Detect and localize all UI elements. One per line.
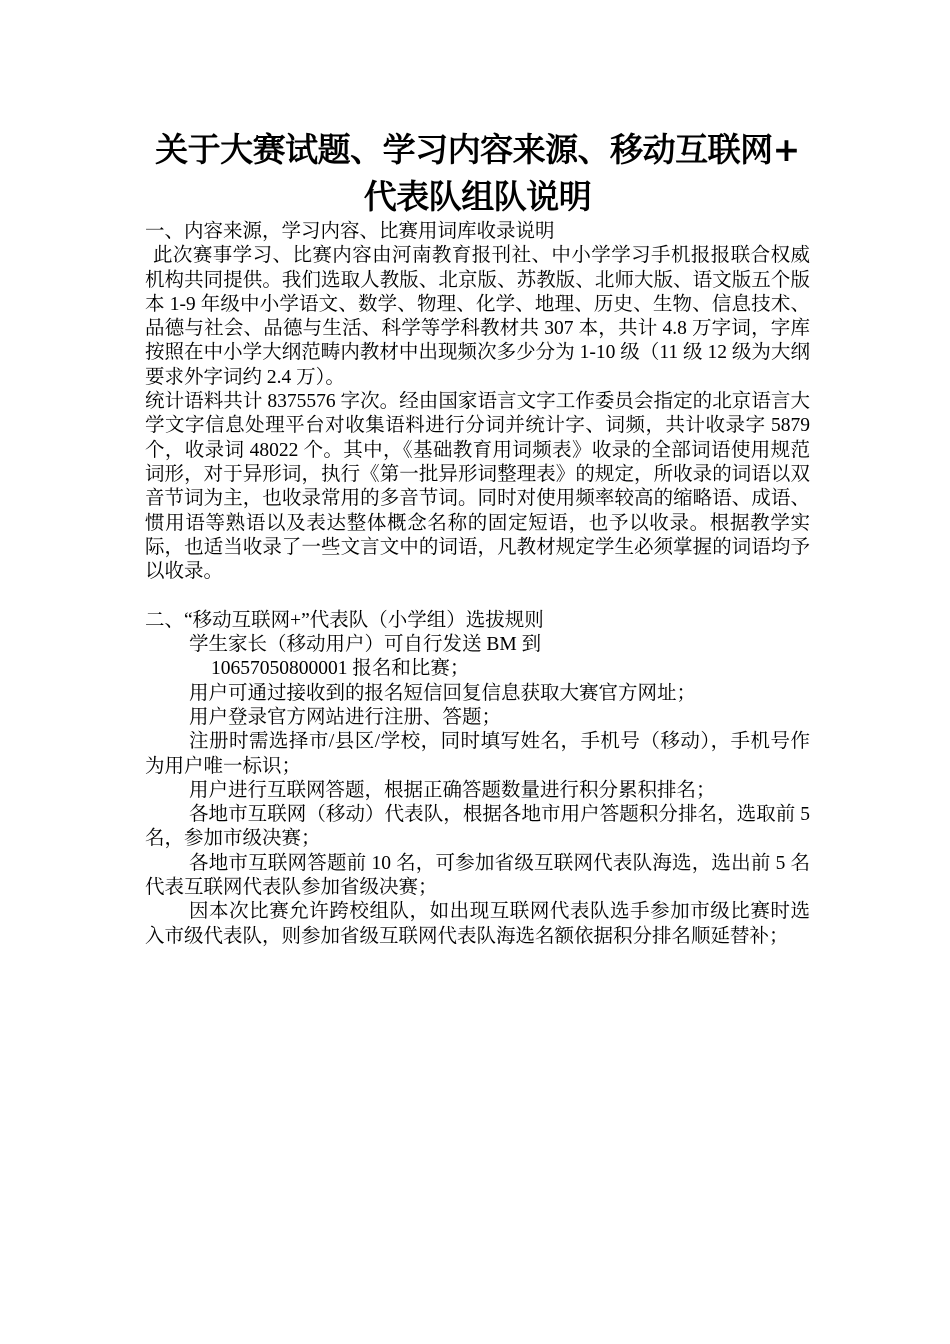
- blank-line: [145, 584, 810, 608]
- section-1-paragraph-2: 统计语料共计 8375576 字次。经由国家语言文字工作委员会指定的北京语言大学文字信息处理平台对收集语料进行分词并统计字、词频，共计收录字 5879 个，收录词 48022 个。其中，《基础教育用词频表》收录的全部词语使用规范词形，对于异形词，执行《第一批异形词整理表》的规定，所收录的词语以双音节词为主，也收录常用的多音节词。同时对使用频率较高的缩略语、成语、惯用语等熟语以及表达整体概念名称的固定短语，也予以收录。根据教学实际，也适当收录了一些文言文中的词语，凡教材规定学生必须掌握的词语均予以收录。: [145, 391, 810, 583]
- document-title: [145, 126, 810, 220]
- rule-item-6: 各地市互联网（移动）代表队，根据各地市用户答题积分排名，选取前 5 名，参加市级决赛；: [145, 804, 810, 850]
- section-1-paragraph-1: 此次赛事学习、比赛内容由河南教育报刊社、中小学学习手机报报联合权威机构共同提供。我们选取人教版、北京版、苏教版、北师大版、语文版五个版本 1-9 年级中小学语文、数学、物理、化学、地理、历史、生物、信息技术、品德与社会、品德与生活、科学等学科教材共 307 本，共计 4.8 万字词，字库按照在中小学大纲范畴内教材中出现频次多少分为 1-10 级（11 级 12 级为大纲要求外字词约 2.4 万）。: [145, 245, 810, 388]
- rule-item-7: 各地市互联网答题前 10 名，可参加省级互联网代表队海选，选出前 5 名代表互联网代表队参加省级决赛；: [145, 852, 810, 899]
- rule-item-4: 注册时需选择市/县区/学校，同时填写姓名，手机号（移动），手机号作为用户唯一标识；: [145, 731, 810, 777]
- rule-item-1a: 学生家长（移动用户）可自行发送 BM 到: [189, 634, 542, 656]
- section-1-heading: 一、内容来源，学习内容、比赛用词库收录说明: [145, 221, 555, 242]
- document-body: [145, 220, 810, 949]
- title-line-1: 关于大赛试题、学习内容来源、移动互联网+: [155, 130, 800, 169]
- rule-item-8: 因本次比赛允许跨校组队，如出现互联网代表队选手参加市级比赛时选入市级代表队，则参加省级互联网代表队海选名额依据积分排名顺延替补；: [145, 901, 810, 947]
- rule-item-3: 用户登录官方网站进行注册、答题；: [189, 706, 502, 728]
- rule-item-2: 用户可通过接收到的报名短信回复信息获取大赛官方网址；: [189, 682, 697, 704]
- rule-item-5: 用户进行互联网答题，根据正确答题数量进行积分累积排名；: [189, 779, 716, 801]
- document-page: [145, 126, 810, 949]
- section-2-heading: 二、“移动互联网+”代表队（小学组）选拔规则: [145, 609, 544, 631]
- title-line-2: 代表队组队说明: [363, 177, 592, 216]
- rule-item-1b: 10657050800001 报名和比赛；: [211, 658, 470, 680]
